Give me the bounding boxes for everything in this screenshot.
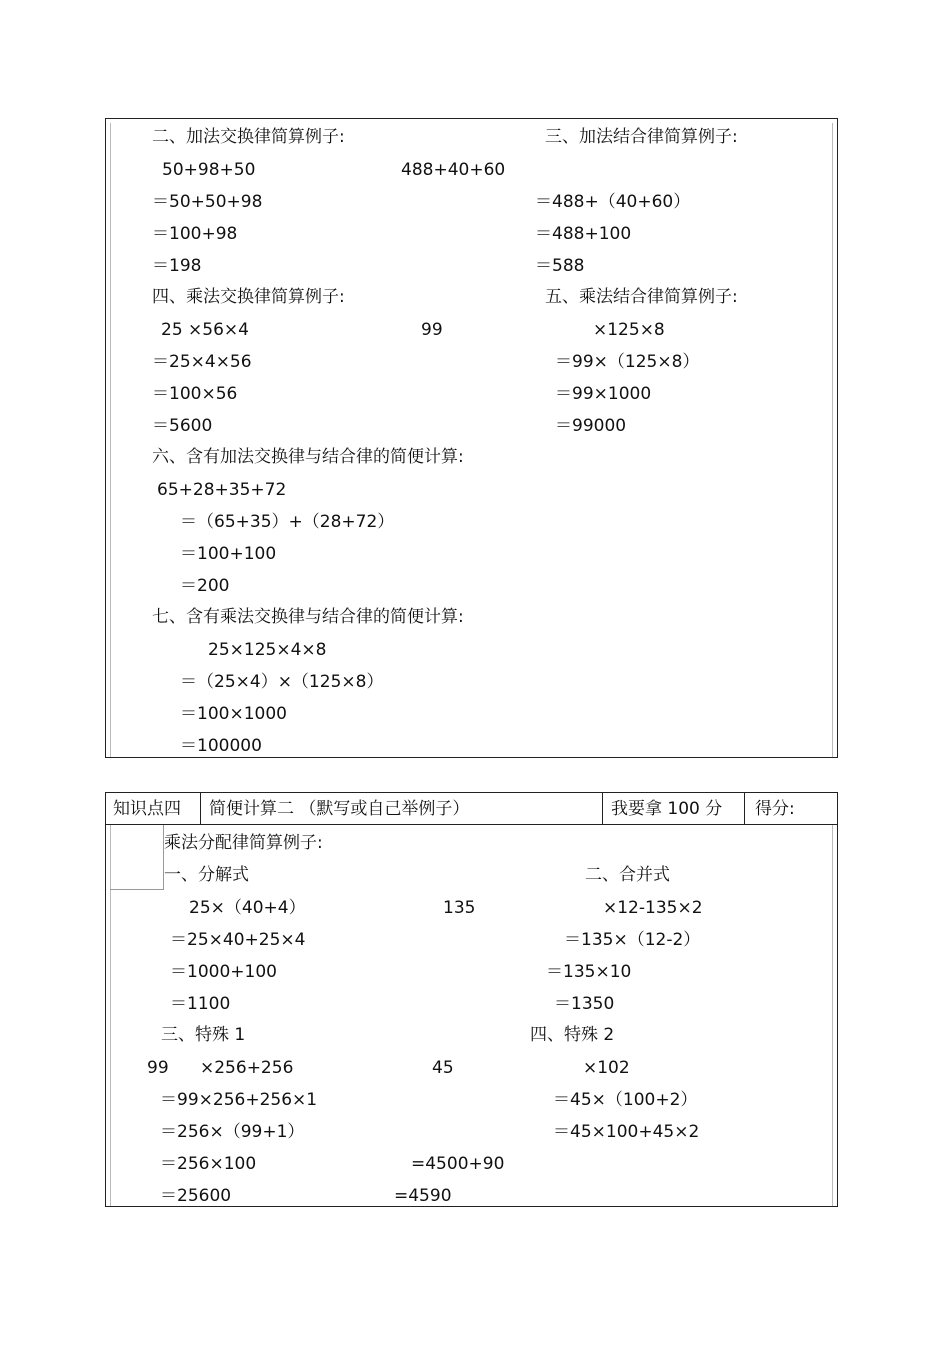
special-1-line-5: ＝25600 (160, 1186, 232, 1206)
heading-multiplication-associative: 五、乘法结合律简算例子: (545, 287, 738, 307)
special-2-line-5: =4590 (394, 1186, 452, 1206)
header-title-label: 简便计算二 （默写或自己举例子） (209, 799, 470, 819)
special-2-line-2: ＝45×（100+2） (553, 1090, 698, 1110)
heading-addition-commutative: 二、加法交换律简算例子: (152, 127, 345, 147)
mul-combined-line-3: ＝100×1000 (180, 704, 287, 724)
mul-comm-line-2: ＝25×4×56 (152, 352, 252, 372)
mul-assoc-line-1-number: 99 (421, 320, 443, 340)
header-cell-topic (106, 793, 201, 824)
special-2-line-1-number: 45 (432, 1058, 454, 1078)
heading-special-2: 四、特殊 2 (530, 1025, 615, 1045)
header-topic-label: 知识点四 (113, 799, 181, 819)
mul-comm-line-1: 25 ×56×4 (161, 320, 249, 340)
add-comm-line-1: 50+98+50 (162, 160, 256, 180)
add-comm-line-4: ＝198 (152, 256, 202, 276)
add-assoc-line-4: ＝588 (535, 256, 585, 276)
decompose-line-4: ＝1100 (170, 994, 231, 1014)
merge-line-2: ＝135×（12-2） (564, 930, 701, 950)
special-1-line-2: ＝99×256+256×1 (160, 1090, 318, 1110)
heading-decompose: 一、分解式 (164, 865, 249, 885)
add-comm-line-2: ＝50+50+98 (152, 192, 263, 212)
special-2-line-1-rest: ×102 (583, 1058, 630, 1078)
mul-assoc-line-3: ＝99×1000 (555, 384, 652, 404)
heading-multiplication-combined: 七、含有乘法交换律与结合律的简便计算: (152, 607, 464, 627)
add-combined-line-2: ＝（65+35）+（28+72） (180, 512, 395, 532)
header-cell-score (745, 793, 837, 824)
add-assoc-line-2: ＝488+（40+60） (535, 192, 691, 212)
distributive-title: 乘法分配律简算例子: (164, 833, 323, 853)
decompose-line-3: ＝1000+100 (170, 962, 277, 982)
section-1-box (105, 118, 838, 758)
decompose-line-1: 25×（40+4） (189, 898, 306, 918)
merge-line-4: ＝1350 (554, 994, 615, 1014)
mul-assoc-line-1-rest: ×125×8 (593, 320, 665, 340)
merge-line-1-rest: ×12-135×2 (603, 898, 703, 918)
mul-comm-line-3: ＝100×56 (152, 384, 238, 404)
decompose-line-2: ＝25×40+25×4 (170, 930, 306, 950)
special-1-line-4: ＝256×100 (160, 1154, 257, 1174)
special-1-line-1-rest: ×256+256 (200, 1058, 294, 1078)
special-1-line-3: ＝256×（99+1） (160, 1122, 305, 1142)
header-goal-label: 我要拿 100 分 (611, 799, 723, 819)
add-assoc-line-3: ＝488+100 (535, 224, 632, 244)
merge-line-1-number: 135 (443, 898, 476, 918)
header-score-label: 得分: (755, 799, 795, 819)
mul-combined-line-1: 25×125×4×8 (208, 640, 327, 660)
mul-assoc-line-4: ＝99000 (555, 416, 627, 436)
mul-combined-line-4: ＝100000 (180, 736, 262, 756)
heading-addition-associative: 三、加法结合律简算例子: (545, 127, 738, 147)
heading-multiplication-commutative: 四、乘法交换律简算例子: (152, 287, 345, 307)
special-2-line-4: =4500+90 (411, 1154, 505, 1174)
add-combined-line-1: 65+28+35+72 (157, 480, 287, 500)
special-1-line-1-number: 99 (147, 1058, 169, 1078)
add-combined-line-4: ＝200 (180, 576, 230, 596)
add-assoc-line-1: 488+40+60 (401, 160, 506, 180)
header-cell-goal (603, 793, 745, 824)
merge-line-3: ＝135×10 (546, 962, 632, 982)
heading-addition-combined: 六、含有加法交换律与结合律的简便计算: (152, 447, 464, 467)
heading-special-1: 三、特殊 1 (161, 1025, 246, 1045)
mul-combined-line-2: ＝（25×4）×（125×8） (180, 672, 384, 692)
mul-assoc-line-2: ＝99×（125×8） (555, 352, 700, 372)
add-combined-line-3: ＝100+100 (180, 544, 277, 564)
section-1-inner-frame (110, 123, 833, 757)
add-comm-line-3: ＝100+98 (152, 224, 238, 244)
corner-cell (110, 825, 164, 890)
special-2-line-3: ＝45×100+45×2 (553, 1122, 700, 1142)
header-cell-title (201, 793, 603, 824)
heading-merge: 二、合并式 (585, 865, 670, 885)
mul-comm-line-4: ＝5600 (152, 416, 213, 436)
